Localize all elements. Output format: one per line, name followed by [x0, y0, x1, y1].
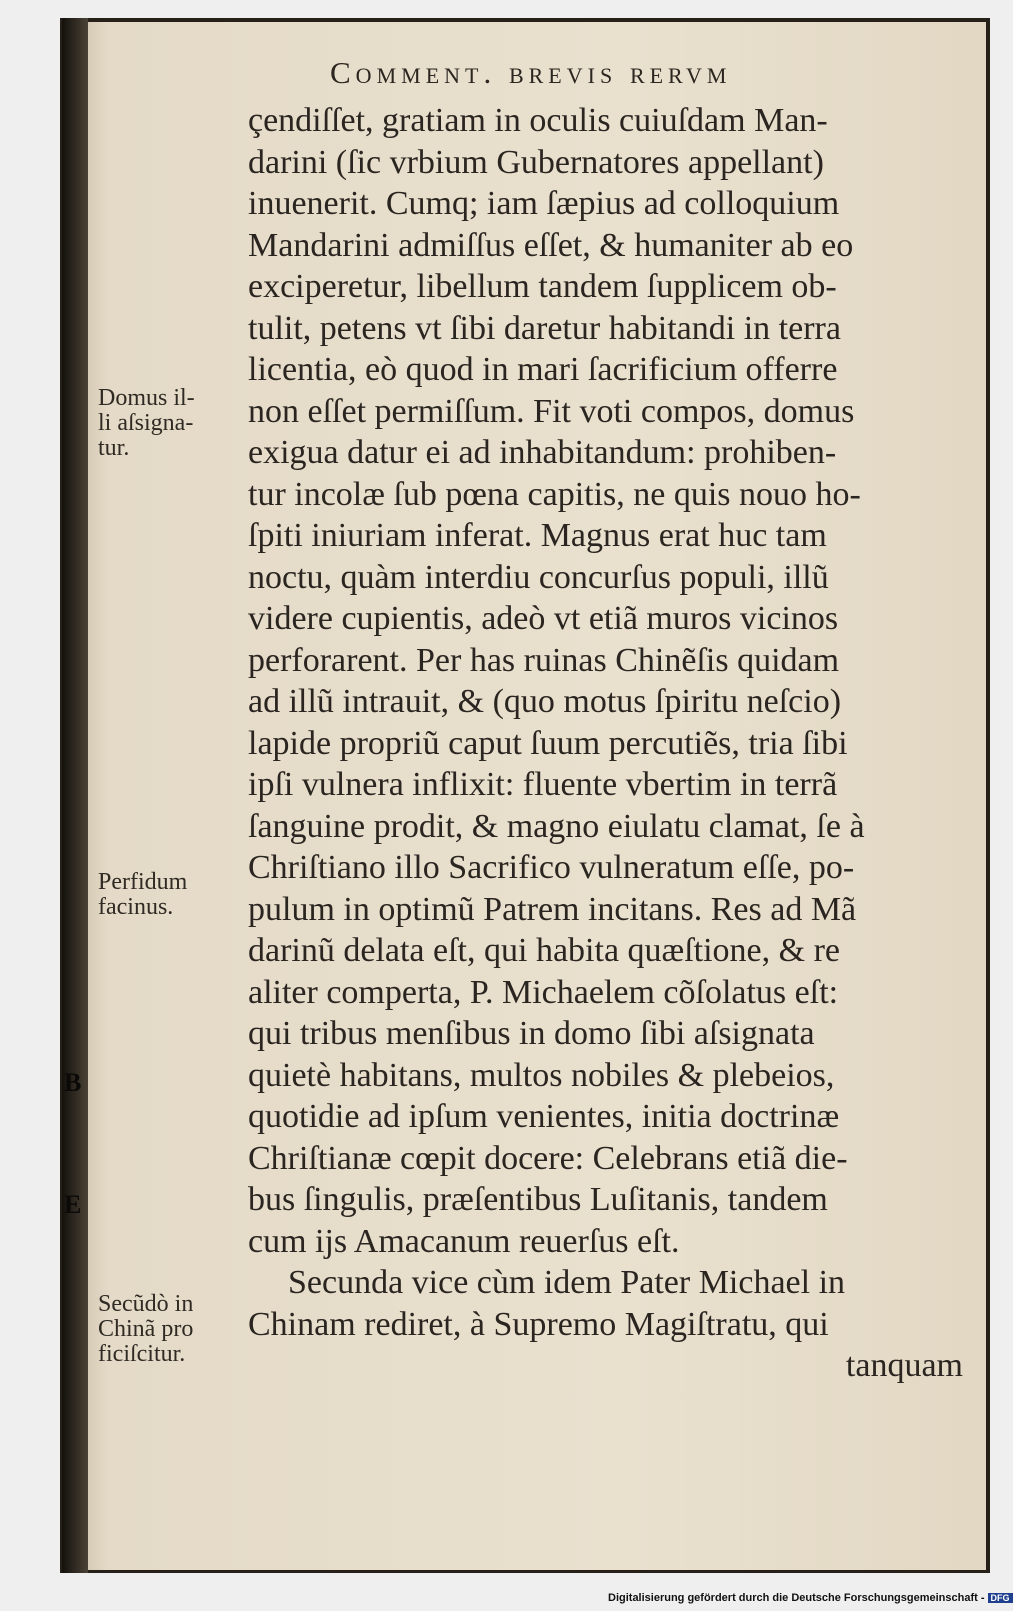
catchword: tanquam: [845, 1347, 963, 1384]
bleed-through-letter: B: [64, 1068, 82, 1097]
body-line: exigua datur ei ad inhabitandum: prohiben-: [248, 434, 837, 471]
body-line: inuenerit. Cumq; iam ſæpius ad colloquium: [248, 185, 840, 222]
body-line: ſanguine prodit, & magno eiulatu clamat, ſe à: [248, 807, 865, 845]
body-line: ipſi vulnera inflixit: fluente vbertim in terrã: [248, 766, 838, 803]
body-text: [248, 100, 963, 1387]
body-line: Chriſtiano illo Sacrifico vulneratum eſſe, po-: [248, 849, 855, 886]
body-line: Chinam rediret, à Supremo Magiſtratu, qui: [248, 1305, 829, 1343]
margin-note-line: Domus il-: [98, 385, 195, 411]
body-line: pulum in optimũ Patrem incitans. Res ad Mã: [248, 890, 857, 928]
body-line: darini (ſic vrbium Gubernatores appellant): [248, 143, 824, 181]
body-line: perforarent. Per has ruinas Chinẽſis quidam: [248, 641, 840, 679]
margin-note-line: Perfidum: [98, 869, 188, 895]
body-line: videre cupientis, adeò vt etiã muros vicinos: [248, 600, 839, 637]
margin-note-perfidum: [98, 870, 238, 920]
body-line: licentia, eò quod in mari ſacrificium offerre: [248, 351, 838, 388]
margin-note-line: tur.: [98, 435, 130, 461]
margin-note-line: ficiſcitur.: [98, 1341, 186, 1367]
book-spine: [62, 18, 88, 1573]
body-line: tur incolæ ſub pœna capitis, ne quis nouo ho-: [248, 475, 861, 513]
digitization-credit: [608, 1592, 1013, 1604]
body-line: cum ijs Amacanum reuerſus eſt.: [248, 1222, 680, 1260]
margin-note-line: Chinã pro: [98, 1316, 194, 1342]
bleed-through-letter: E: [64, 1190, 82, 1219]
margin-note-domus: [98, 386, 238, 461]
body-line: qui tribus menſibus in domo ſibi aſsignata: [248, 1015, 815, 1052]
body-line: quotidie ad ipſum venientes, initia doctrinæ: [248, 1098, 840, 1135]
dfg-logo: DFG: [988, 1593, 1013, 1603]
body-line: quietè habitans, multos nobiles & plebeios,: [248, 1056, 835, 1094]
body-line: exciperetur, libellum tandem ſupplicem ob-: [248, 268, 837, 305]
margin-note-line: li aſsigna-: [98, 410, 194, 436]
body-line: noctu, quàm interdiu concurſus populi, illũ: [248, 558, 829, 596]
body-line: non eſſet permiſſum. Fit voti compos, domus: [248, 392, 855, 430]
body-line: lapide propriũ caput ſuum percutiẽs, tria ſibi: [248, 724, 848, 762]
body-line: tulit, petens vt ſibi daretur habitandi in terra: [248, 309, 841, 347]
credit-text: Digitalisierung gefördert durch die Deutsche Forschungsgemeinschaft -: [608, 1592, 985, 1604]
body-line: bus ſingulis, præſentibus Luſitanis, tandem: [248, 1181, 828, 1218]
running-head: Comment. brevis rervm: [330, 55, 732, 90]
margin-note-line: facinus.: [98, 894, 174, 920]
body-line: ſpiti iniuriam inferat. Magnus erat huc tam: [248, 517, 827, 554]
body-line: Mandarini admiſſus eſſet, & humaniter ab eo: [248, 226, 854, 264]
margin-note-line: Secũdò in: [98, 1291, 194, 1317]
body-line: ad illũ intrauit, & (quo motus ſpiritu neſcio): [248, 683, 842, 720]
body-line: Secunda vice cùm idem Pater Michael in: [288, 1264, 846, 1301]
margin-note-secundo: [98, 1292, 238, 1367]
body-line: darinũ delata eſt, qui habita quæſtione, & re: [248, 932, 840, 969]
body-line: aliter comperta, P. Michaelem cõſolatus eſt:: [248, 973, 839, 1011]
body-line: Chriſtianæ cœpit docere: Celebrans etiã die-: [248, 1139, 848, 1177]
body-line: çendiſſet, gratiam in oculis cuiuſdam Man-: [248, 102, 828, 139]
